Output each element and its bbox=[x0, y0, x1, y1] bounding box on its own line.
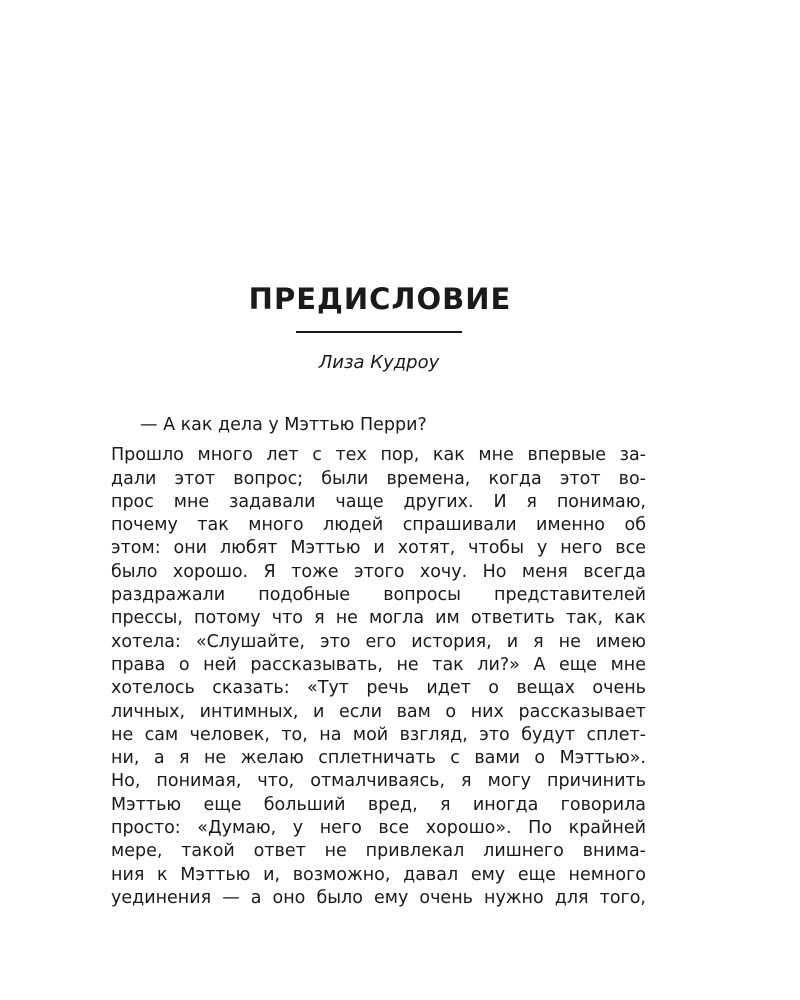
text-line: не сам человек, то, на мой взгляд, это будут сплет- bbox=[111, 724, 646, 745]
text-line: ни, а я не желаю сплетничать с вами о Мэттью». bbox=[111, 748, 646, 769]
text-line: этом: они любят Мэттью и хотят, чтобы у него все bbox=[111, 538, 646, 559]
body-text bbox=[111, 414, 646, 910]
text-line: раздражали подобные вопросы представителей bbox=[111, 585, 646, 606]
text-line: хотелось сказать: «Тут речь идет о вещах очень bbox=[111, 678, 646, 699]
text-line: мере, такой ответ не привлекал лишнего внима- bbox=[111, 841, 646, 862]
text-line: уединения — а оно было ему очень нужно для того, bbox=[111, 887, 646, 908]
text-line: было хорошо. Я тоже этого хочу. Но меня всегда bbox=[111, 561, 646, 582]
text-line: прессы, потому что я не могла им ответить так, как bbox=[111, 608, 646, 629]
text-line: Мэттью еще больший вред, я иногда говорила bbox=[111, 794, 646, 815]
text-line: просто: «Думаю, у него все хорошо». По крайней bbox=[111, 818, 646, 839]
text-line: Но, понимая, что, отмалчиваясь, я могу причинить bbox=[111, 771, 646, 792]
text-line: права о ней рассказывать, не так ли?» А еще мне bbox=[111, 654, 646, 675]
text-line: ния к Мэттью и, возможно, давал ему еще немного bbox=[111, 864, 646, 885]
dialogue-line: — А как дела у Мэттью Перри? bbox=[140, 415, 427, 435]
chapter-author: Лиза Кудроу bbox=[318, 352, 440, 373]
text-line: Прошло много лет с тех пор, как мне впервые за- bbox=[111, 445, 646, 466]
chapter-title: ПРЕДИСЛОВИЕ bbox=[248, 282, 512, 316]
text-line: прос мне задавали чаще других. И я понимаю, bbox=[111, 491, 646, 512]
title-divider bbox=[296, 331, 462, 333]
text-line: почему так много людей спрашивали именно об bbox=[111, 515, 646, 536]
text-line: личных, интимных, и если вам о них рассказывает bbox=[111, 701, 646, 722]
text-line: хотела: «Слушайте, это его история, и я не имею bbox=[111, 631, 646, 652]
text-line: дали этот вопрос; были времена, когда этот во- bbox=[111, 468, 646, 489]
